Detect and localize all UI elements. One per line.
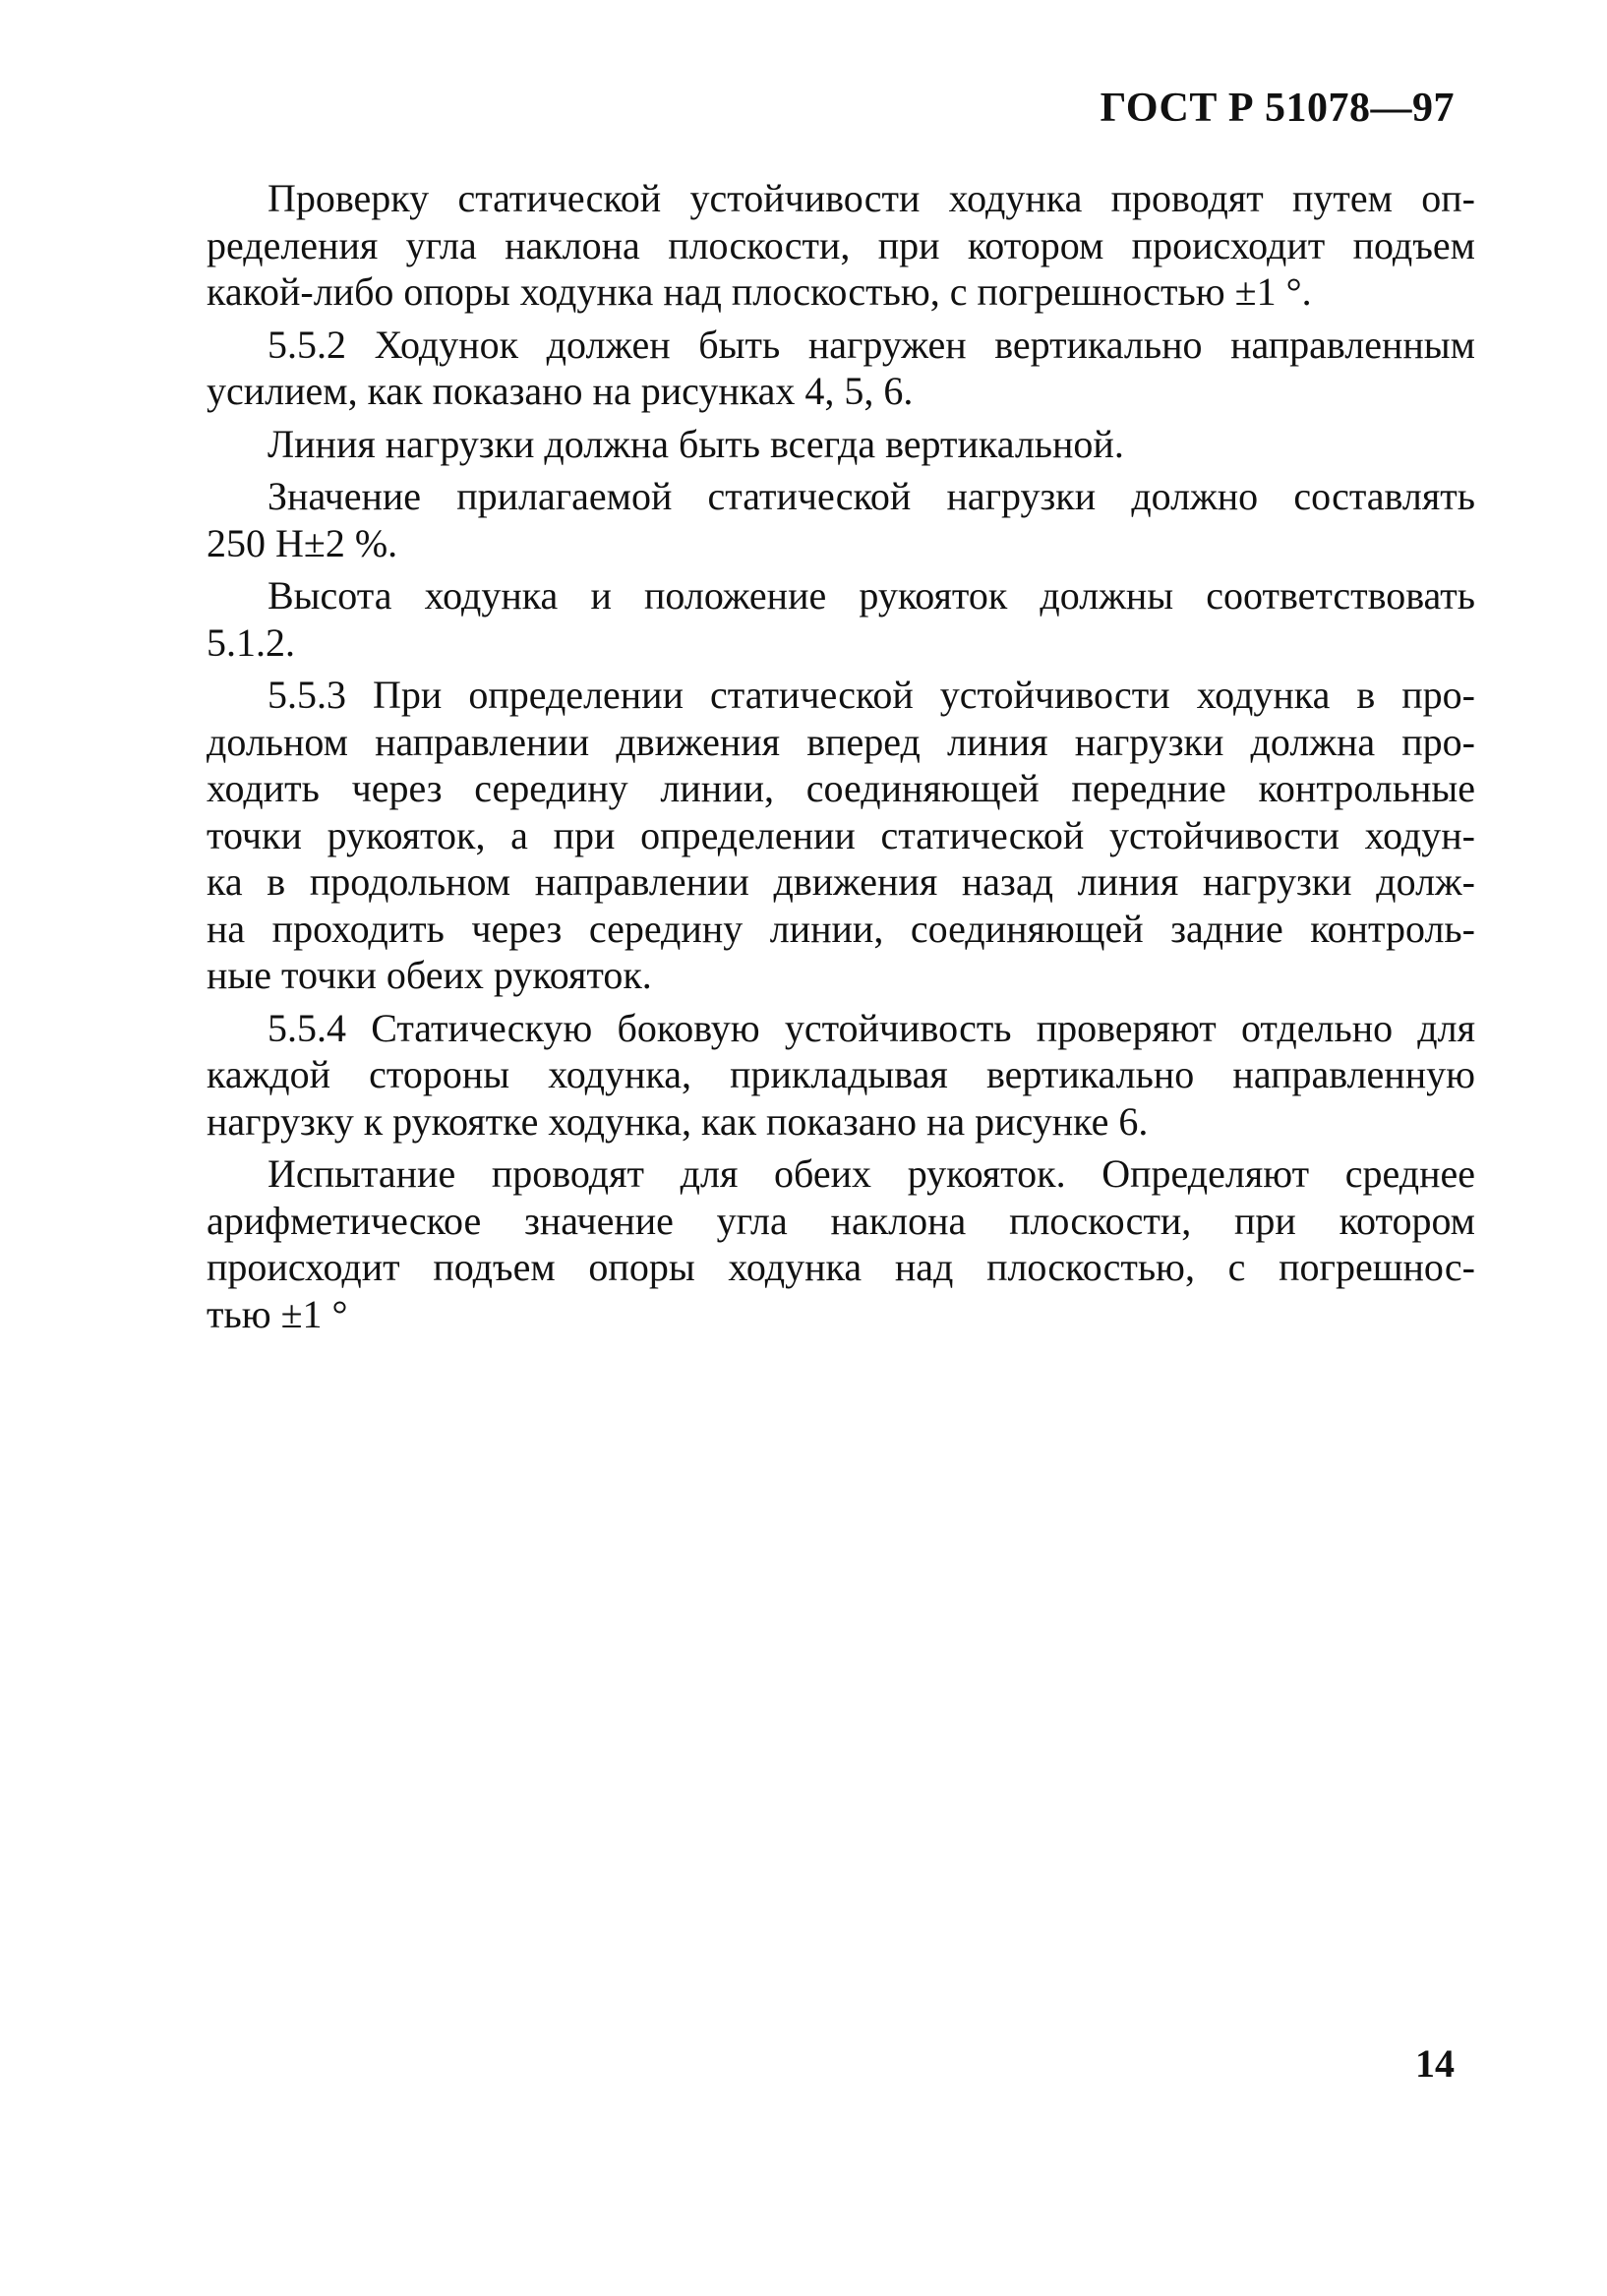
text-line: ходить через середину линии, соединяющей передние контрольные <box>207 766 1475 810</box>
page-number: 14 <box>1415 2041 1455 2086</box>
text-line: происходит подъем опоры ходунка над плоскостью, с погрешнос- <box>207 1245 1475 1289</box>
text-line: каждой стороны ходунка, прикладывая вертикально направленную <box>207 1052 1475 1096</box>
paragraph-5-5-2 <box>146 322 1475 415</box>
text-line: тью ±1 ° <box>207 1291 348 1336</box>
text-line: 250 Н±2 %. <box>207 520 398 565</box>
text-line: Испытание проводят для обеих рукояток. Определяют среднее <box>268 1151 1475 1196</box>
document-body <box>146 175 1475 1343</box>
standard-header: ГОСТ Р 51078—97 <box>1100 86 1455 131</box>
paragraph-stability-check <box>146 175 1475 316</box>
text-line: арифметическое значение угла наклона плоскости, при котором <box>207 1198 1475 1243</box>
text-line: усилием, как показано на рисунках 4, 5, 6. <box>207 369 914 413</box>
text-line: дольном направлении движения вперед линия нагрузки должна про- <box>207 719 1475 764</box>
paragraph-5-5-4 <box>146 1005 1475 1146</box>
paragraph-height <box>146 572 1475 666</box>
text-line: какой-либо опоры ходунка над плоскостью, с погрешностью ±1 °. <box>207 269 1312 314</box>
text-line: Проверку статической устойчивости ходунка проводят путем оп- <box>268 176 1475 220</box>
text-line: нагрузку к рукоятке ходунка, как показано на рисунке 6. <box>207 1098 1149 1144</box>
text-line: ные точки обеих рукояток. <box>207 953 652 997</box>
text-line: 5.5.3 При определении статической устойчивости ходунка в про- <box>268 673 1475 717</box>
text-line: 5.5.2 Ходунок должен быть нагружен вертикально направленным <box>268 322 1475 367</box>
text-line: Значение прилагаемой статической нагрузки должно составлять <box>268 474 1475 518</box>
text-line: 5.5.4 Статическую боковую устойчивость проверяют отдельно для <box>268 1005 1475 1050</box>
text-line: на проходить через середину линии, соединяющей задние контроль- <box>207 906 1475 951</box>
paragraph-load-value <box>146 473 1475 566</box>
paragraph-test-both-handles <box>146 1150 1475 1337</box>
text-line: ка в продольном направлении движения назад линия нагрузки долж- <box>207 859 1475 904</box>
text-line: 5.1.2. <box>207 619 295 665</box>
text-line: Высота ходунка и положение рукояток должны соответствовать <box>268 573 1475 618</box>
paragraph-load-line <box>146 421 1475 468</box>
text-line: Линия нагрузки должна быть всегда вертикальной. <box>268 421 1124 466</box>
text-line: точки рукояток, а при определении статической устойчивости ходун- <box>207 812 1475 857</box>
paragraph-5-5-3 <box>146 672 1475 999</box>
text-line: ределения угла наклона плоскости, при котором происходит подъем <box>207 222 1475 267</box>
